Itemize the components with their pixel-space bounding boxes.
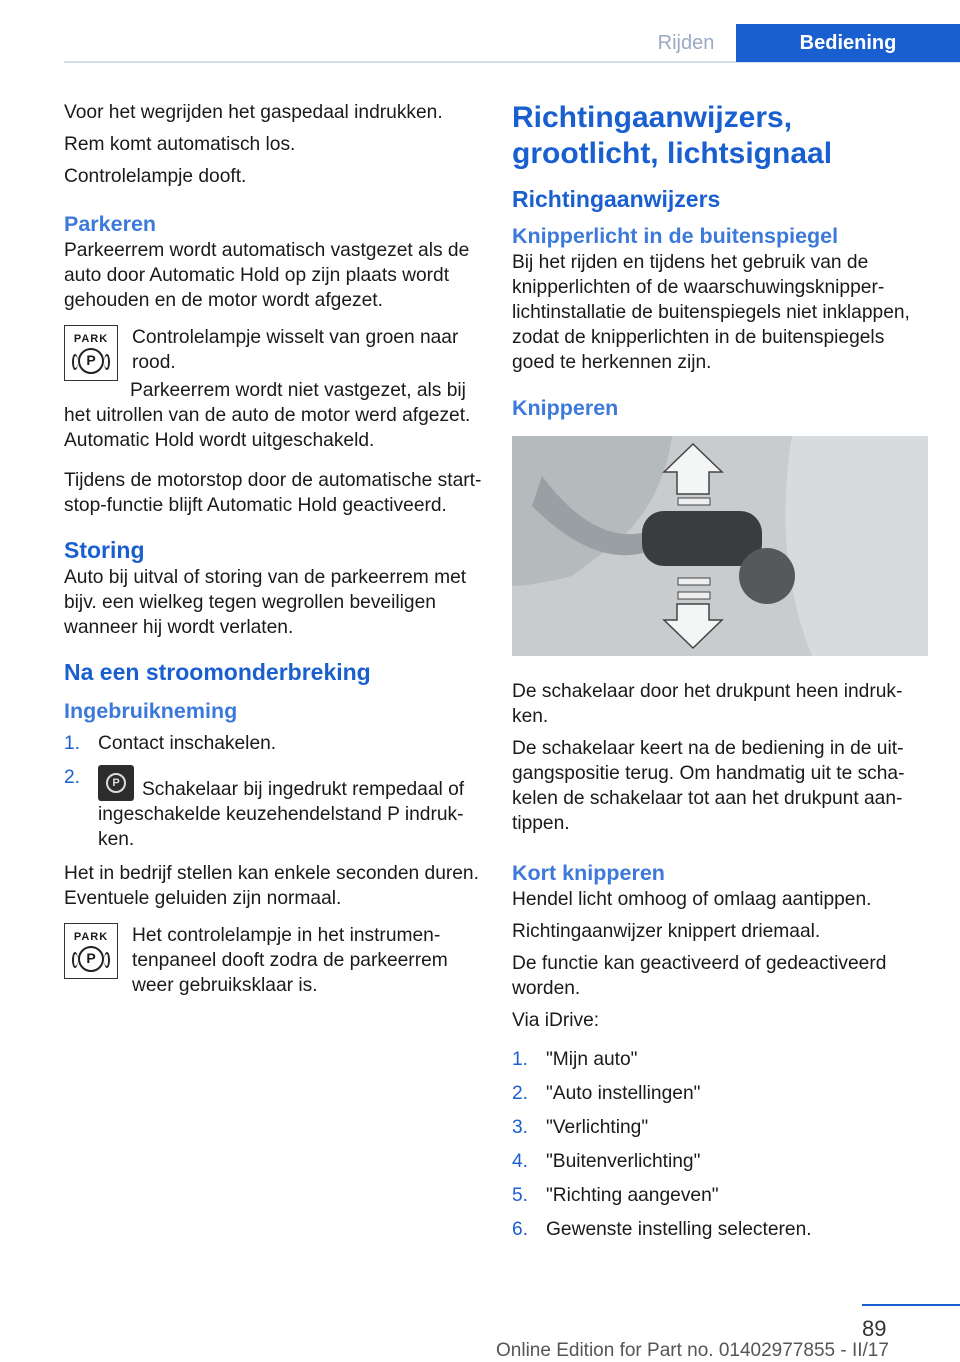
- list-text: "Verlichting": [546, 1117, 649, 1138]
- paragraph: De schakelaar door het drukpunt heen indrukken.: [512, 681, 903, 727]
- paragraph: Via iDrive:: [512, 1010, 600, 1031]
- park-icon-symbol: P: [78, 946, 104, 972]
- paragraph: Controlelampje wisselt van groen naar rood.: [132, 327, 459, 373]
- list-item: [512, 1149, 930, 1174]
- menu-steps: [512, 1047, 930, 1242]
- list-text: Schakelaar bij ingedrukt rempedaal of ingeschakelde keuzehendelstand P indrukken.: [98, 779, 465, 850]
- list-item: [64, 731, 482, 756]
- edition-footer: Online Edition for Part no. 01402977855 - II/17: [496, 1340, 889, 1361]
- kort-heading: Kort knipperen: [512, 861, 665, 885]
- paragraph: Rem komt automatisch los.: [64, 134, 296, 155]
- park-lamp-note: [64, 325, 482, 382]
- list-text: Gewenste instelling selecteren.: [546, 1219, 812, 1240]
- list-item: [512, 1115, 930, 1140]
- right-column: [512, 100, 930, 1251]
- tab-rijden[interactable]: Rijden: [657, 32, 715, 54]
- paragraph: Controlelampje dooft.: [64, 166, 247, 187]
- list-number: 2.: [512, 1083, 529, 1104]
- list-item: [512, 1047, 930, 1072]
- list-number: 6.: [512, 1219, 529, 1240]
- turn-signal-lever-illustration: [512, 436, 928, 656]
- list-number: 5.: [512, 1185, 529, 1206]
- left-column: [64, 100, 482, 1005]
- list-number: 3.: [512, 1117, 529, 1138]
- section-title: Richtingaanwijzers, grootlicht, lichtsignaal: [512, 101, 833, 170]
- list-item: [512, 1183, 930, 1208]
- list-number: 1.: [512, 1049, 529, 1070]
- park-warning-icon: [64, 325, 118, 381]
- paragraph: De schakelaar keert na de bediening in de uitgangspositie terug. Om handmatig uit te schakelen de schakelaar tot aan het drukpunt aantippen.: [512, 738, 905, 834]
- ingebruik-heading: Ingebruikneming: [64, 699, 238, 723]
- list-item: [64, 765, 482, 852]
- paragraph: Parkeerrem wordt automatisch vastgezet als de auto door Automatic Hold op zijn plaats wordt gehouden en de motor wordt afgezet.: [64, 240, 470, 311]
- list-text: Contact inschakelen.: [98, 733, 277, 754]
- paragraph: Auto bij uitval of storing van de parkeerrem met bijv. een wielkeg tegen wegrollen beveiligen wanneer hij wordt verlaten.: [64, 567, 467, 638]
- paragraph: Bij het rijden en tijdens het gebruik van de knipperlichten of de waarschuwingsknipperlichtinstallatie de buitenspiegels niet inklappen, zodat de knipperlichten in de buitenspiegels goed te herkennen zijn.: [512, 252, 910, 373]
- park-lamp-note-2: [64, 923, 482, 1005]
- list-item: [512, 1217, 930, 1242]
- park-icon-label: PARK: [73, 930, 109, 943]
- list-text: "Auto instellingen": [546, 1083, 701, 1104]
- paragraph: Het controlelampje in het instrumentenpaneel dooft zodra de parkeerrem weer gebruiksklaar is.: [132, 925, 448, 996]
- steps-list: [64, 731, 482, 852]
- paragraph: Parkeerrem wordt niet vastgezet, als bij het uitrollen van de auto de motor werd afgezet. Automatic Hold wordt uitgeschakeld.: [64, 380, 471, 451]
- parkeren-heading: Parkeren: [64, 212, 157, 236]
- park-warning-icon: [64, 923, 118, 979]
- page-number: 89: [862, 1316, 887, 1341]
- park-button-icon: P: [98, 765, 134, 801]
- list-number: 2.: [64, 767, 81, 788]
- sub-heading: Richtingaanwijzers: [512, 186, 721, 212]
- paragraph: Richtingaanwijzer knippert driemaal.: [512, 921, 821, 942]
- list-text: "Mijn auto": [546, 1049, 638, 1070]
- list-number: 4.: [512, 1151, 529, 1172]
- list-number: 1.: [64, 733, 81, 754]
- paragraph: Hendel licht omhoog of omlaag aantippen.: [512, 889, 872, 910]
- footer-rule: [862, 1304, 960, 1306]
- park-icon-symbol: P: [78, 348, 104, 374]
- paragraph: Tijdens de motorstop door de automatische start-stop-functie blijft Automatic Hold geactiveerd.: [64, 470, 482, 516]
- list-text: "Richting aangeven": [546, 1185, 719, 1206]
- park-icon-label: PARK: [73, 332, 109, 345]
- paragraph: Het in bedrijf stellen kan enkele seconden duren. Eventuele geluiden zijn normaal.: [64, 863, 479, 909]
- paragraph: De functie kan geactiveerd of gedeactiveerd worden.: [512, 953, 887, 999]
- stroom-heading: Na een stroomonderbreking: [64, 659, 371, 685]
- list-item: [512, 1081, 930, 1106]
- storing-heading: Storing: [64, 537, 145, 563]
- spiegel-heading: Knipperlicht in de buitenspiegel: [512, 224, 839, 248]
- knipperen-heading: Knipperen: [512, 396, 619, 420]
- paragraph: Voor het wegrijden het gaspedaal indrukken.: [64, 102, 443, 123]
- tab-bediening[interactable]: Bediening: [736, 24, 960, 62]
- list-text: "Buitenverlichting": [546, 1151, 701, 1172]
